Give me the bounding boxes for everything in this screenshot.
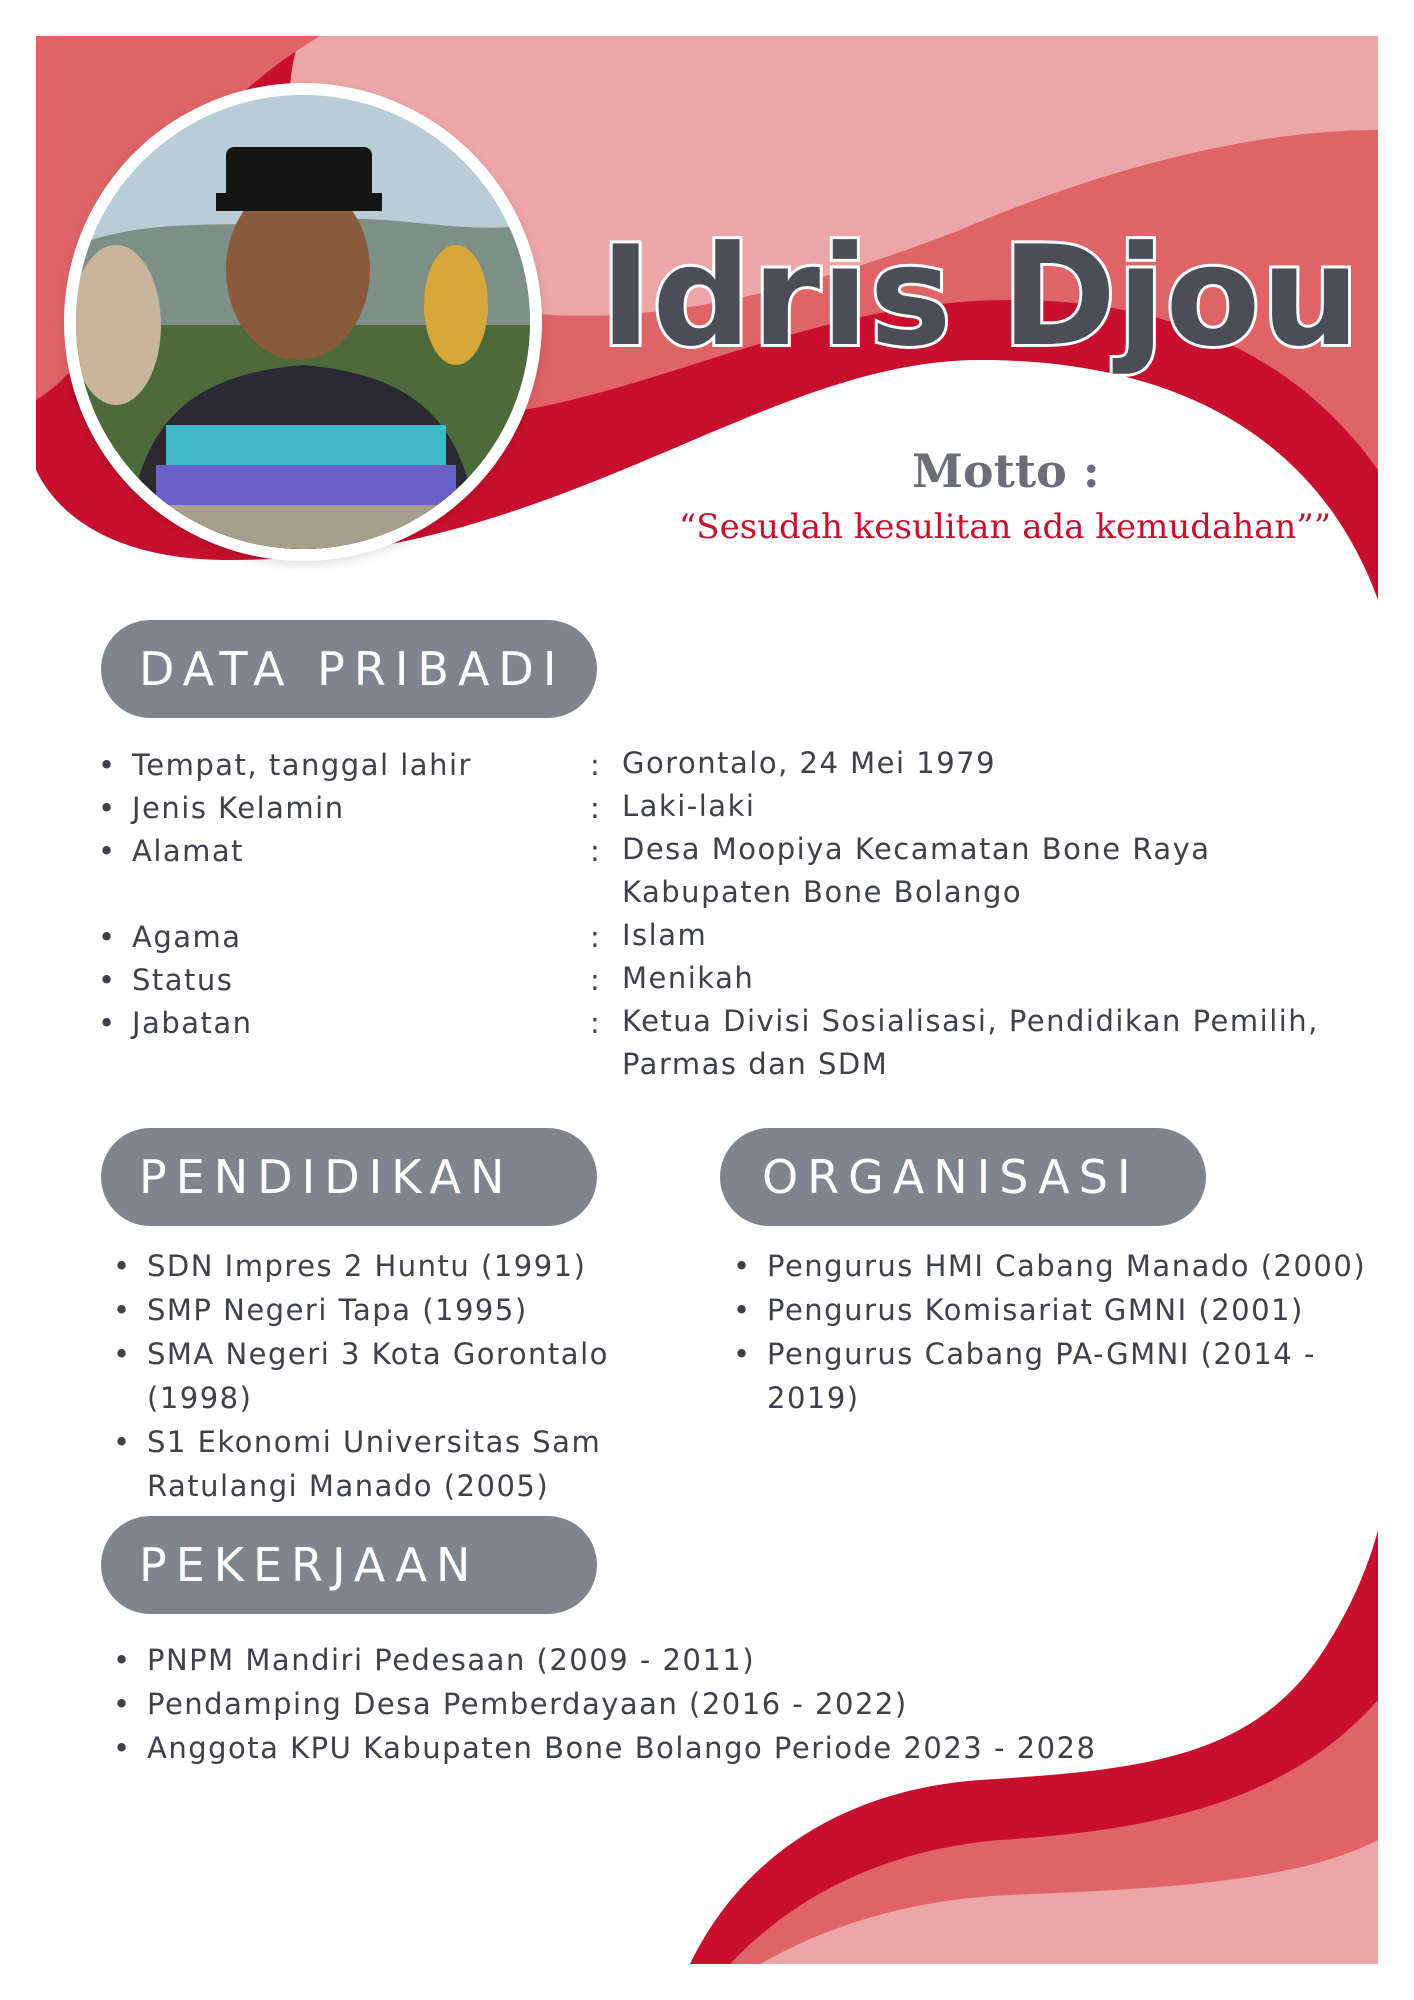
profile-photo-frame <box>64 83 542 561</box>
personal-value: Menikah <box>622 961 755 995</box>
personal-label: Jabatan <box>132 1006 253 1040</box>
person-photo-icon <box>76 95 530 549</box>
bullet-icon: • <box>98 791 117 825</box>
education-list <box>113 1244 713 1508</box>
personal-label: Jenis Kelamin <box>132 791 345 825</box>
personal-value: Desa Moopiya Kecamatan Bone Raya Kabupaten Bone Bolango <box>622 832 1211 909</box>
education-item: • SMA Negeri 3 Kota Gorontalo (1998) <box>113 1332 713 1420</box>
personal-value: Islam <box>622 918 708 952</box>
motto-quote: “Sesudah kesulitan ada kemudahan”” <box>678 507 1332 547</box>
section-heading-pendidikan: PENDIDIKAN <box>101 1128 597 1226</box>
section-heading-data-pribadi: DATA PRIBADI <box>101 620 597 718</box>
personal-value: Gorontalo, 24 Mei 1979 <box>622 746 997 780</box>
motto-label: Motto : <box>912 444 1100 498</box>
bullet-icon: • <box>98 748 117 782</box>
organization-item: • Pengurus HMI Cabang Manado (2000) <box>733 1244 1373 1288</box>
section-heading-pekerjaan: PEKERJAAN <box>101 1516 597 1614</box>
education-item: • SDN Impres 2 Huntu (1991) <box>113 1244 713 1288</box>
work-item: • PNPM Mandiri Pedesaan (2009 - 2011) <box>113 1638 1213 1682</box>
bullet-icon: • <box>98 963 117 997</box>
work-item: • Anggota KPU Kabupaten Bone Bolango Periode 2023 - 2028 <box>113 1726 1213 1770</box>
colon-separator: : <box>590 791 602 825</box>
colon-separator: : <box>590 920 602 954</box>
colon-separator: : <box>590 834 602 868</box>
personal-value: Laki-laki <box>622 789 756 823</box>
personal-label: Tempat, tanggal lahir <box>132 748 472 782</box>
organization-item: • Pengurus Cabang PA-GMNI (2014 - 2019) <box>733 1332 1327 1420</box>
colon-separator: : <box>590 1006 602 1040</box>
bullet-icon: • <box>98 834 117 868</box>
personal-label: Agama <box>132 920 242 954</box>
personal-label: Status <box>132 963 234 997</box>
education-item: • SMP Negeri Tapa (1995) <box>113 1288 713 1332</box>
person-name: Idris Djou <box>600 216 1361 377</box>
organization-list <box>733 1244 1373 1420</box>
work-item: • Pendamping Desa Pemberdayaan (2016 - 2022) <box>113 1682 1213 1726</box>
personal-value: Ketua Divisi Sosialisasi, Pendidikan Pemilih, Parmas dan SDM <box>622 1004 1319 1081</box>
personal-label: Alamat <box>132 834 245 868</box>
section-heading-organisasi: ORGANISASI <box>720 1128 1206 1226</box>
bullet-icon: • <box>98 1006 117 1040</box>
education-item: • S1 Ekonomi Universitas Sam Ratulangi Manado (2005) <box>113 1420 617 1508</box>
colon-separator: : <box>590 963 602 997</box>
colon-separator: : <box>590 748 602 782</box>
organization-item: • Pengurus Komisariat GMNI (2001) <box>733 1288 1373 1332</box>
person-silhouette <box>76 95 530 549</box>
work-list <box>113 1638 1213 1770</box>
bullet-icon: • <box>98 920 117 954</box>
